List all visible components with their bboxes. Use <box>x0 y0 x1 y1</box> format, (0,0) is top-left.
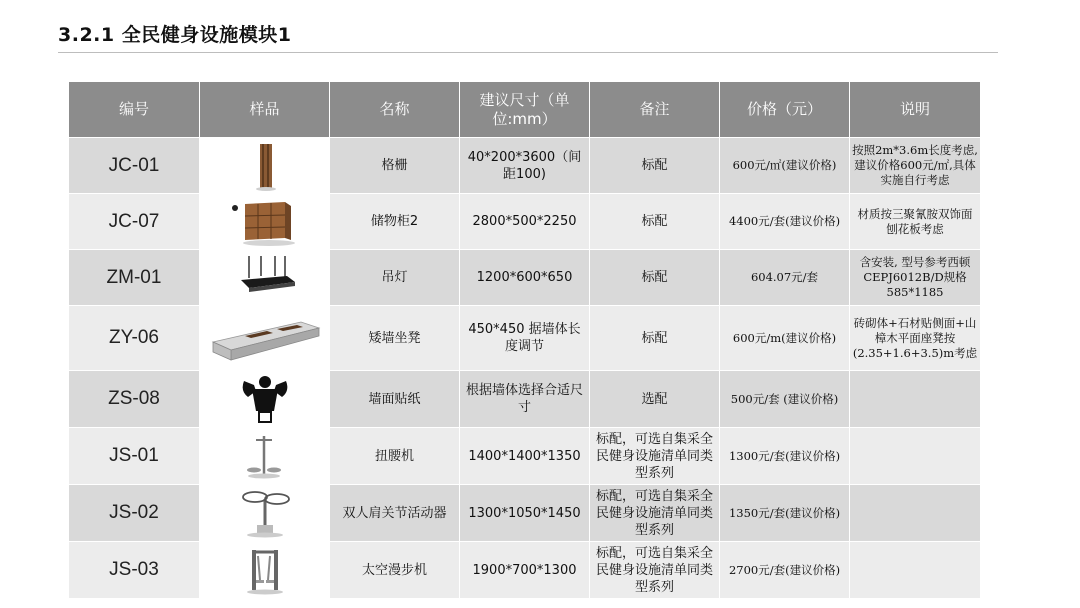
cell-note: 标配 <box>590 138 720 194</box>
storage-cabinet-icon <box>225 196 305 248</box>
cell-size: 1400*1400*1350 <box>460 428 590 485</box>
cell-price: 600元/㎡(建议价格) <box>720 138 850 194</box>
cell-sample <box>200 250 330 306</box>
cell-name: 矮墙坐凳 <box>330 306 460 371</box>
cell-size: 1300*1050*1450 <box>460 485 590 542</box>
cell-code: JS-02 <box>69 485 200 542</box>
cell-code: ZM-01 <box>69 250 200 306</box>
waist-twister-icon <box>230 430 300 482</box>
cell-price: 1300元/套(建议价格) <box>720 428 850 485</box>
page-title: 3.2.1 全民健身设施模块1 <box>58 24 292 46</box>
low-wall-bench-icon <box>205 308 325 368</box>
cell-name: 储物柜2 <box>330 194 460 250</box>
cell-code: JC-07 <box>69 194 200 250</box>
cell-price: 4400元/套(建议价格) <box>720 194 850 250</box>
cell-sample <box>200 428 330 485</box>
cell-desc <box>850 485 981 542</box>
table-row <box>69 542 981 599</box>
title-divider <box>58 52 998 53</box>
cell-name: 吊灯 <box>330 250 460 306</box>
cell-price: 604.07元/套 <box>720 250 850 306</box>
cell-size: 40*200*3600（间距100) <box>460 138 590 194</box>
cell-name: 扭腰机 <box>330 428 460 485</box>
cell-desc: 含安装, 型号参考西顿CEPJ6012B/D规格585*1185 <box>850 250 981 306</box>
cell-size: 450*450 据墙体长度调节 <box>460 306 590 371</box>
cell-size: 1900*700*1300 <box>460 542 590 599</box>
cell-desc: 材质按三聚氰胺双饰面刨花板考虑 <box>850 194 981 250</box>
cell-code: JC-01 <box>69 138 200 194</box>
cell-note: 标配 <box>590 194 720 250</box>
cell-note: 标配，可选自集采全民健身设施清单同类型系列 <box>590 485 720 542</box>
cell-size: 1200*600*650 <box>460 250 590 306</box>
table-row <box>69 485 981 542</box>
header-desc: 说明 <box>850 82 981 138</box>
shoulder-trainer-icon <box>225 487 305 539</box>
header-name: 名称 <box>330 82 460 138</box>
grille-icon <box>235 140 295 192</box>
cell-sample <box>200 371 330 428</box>
table-row <box>69 371 981 428</box>
cell-note: 标配，可选自集采全民健身设施清单同类型系列 <box>590 428 720 485</box>
header-size: 建议尺寸（单位:mm） <box>460 82 590 138</box>
air-walker-icon <box>230 544 300 596</box>
cell-name: 双人肩关节活动器 <box>330 485 460 542</box>
cell-code: JS-01 <box>69 428 200 485</box>
cell-name: 墙面贴纸 <box>330 371 460 428</box>
table-row <box>69 250 981 306</box>
cell-name: 格栅 <box>330 138 460 194</box>
cell-size: 根据墙体选择合适尺寸 <box>460 371 590 428</box>
cell-price: 2700元/套(建议价格) <box>720 542 850 599</box>
table-row <box>69 138 981 194</box>
cell-note: 标配，可选自集采全民健身设施清单同类型系列 <box>590 542 720 599</box>
table-header-row <box>69 82 981 138</box>
header-price: 价格（元） <box>720 82 850 138</box>
cell-desc: 砖砌体+石材贴侧面+山樟木平面座凳按 (2.35+1.6+3.5)m考虑 <box>850 306 981 371</box>
cell-desc <box>850 428 981 485</box>
cell-sample <box>200 194 330 250</box>
cell-note: 标配 <box>590 250 720 306</box>
table-row <box>69 306 981 371</box>
cell-sample <box>200 542 330 599</box>
facility-spec-table <box>68 81 981 599</box>
cell-note: 标配 <box>590 306 720 371</box>
pendant-lamp-icon <box>225 252 305 304</box>
cell-note: 选配 <box>590 371 720 428</box>
cell-sample <box>200 306 330 371</box>
cell-size: 2800*500*2250 <box>460 194 590 250</box>
wall-sticker-icon <box>230 373 300 425</box>
cell-price: 1350元/套(建议价格) <box>720 485 850 542</box>
header-note: 备注 <box>590 82 720 138</box>
header-sample: 样品 <box>200 82 330 138</box>
cell-desc: 按照2m*3.6m长度考虑,建议价格600元/㎡,具体实施自行考虑 <box>850 138 981 194</box>
cell-price: 600元/m(建议价格) <box>720 306 850 371</box>
header-code: 编号 <box>69 82 200 138</box>
cell-desc <box>850 371 981 428</box>
cell-sample <box>200 138 330 194</box>
cell-desc <box>850 542 981 599</box>
table-row <box>69 194 981 250</box>
cell-name: 太空漫步机 <box>330 542 460 599</box>
cell-code: ZY-06 <box>69 306 200 371</box>
cell-code: JS-03 <box>69 542 200 599</box>
cell-price: 500元/套 (建议价格) <box>720 371 850 428</box>
cell-code: ZS-08 <box>69 371 200 428</box>
cell-sample <box>200 485 330 542</box>
table-row <box>69 428 981 485</box>
